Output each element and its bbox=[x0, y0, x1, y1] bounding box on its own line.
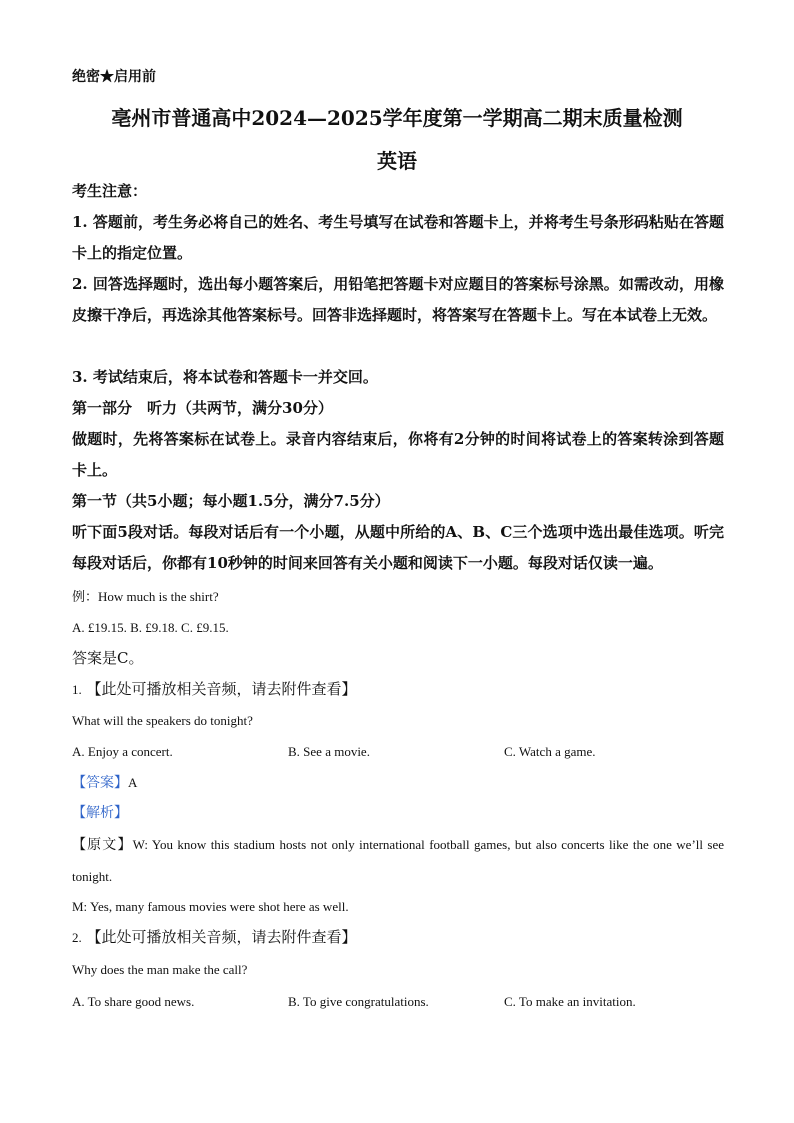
subject-title: 英语 bbox=[377, 149, 417, 173]
transcript-line: W: You know this stadium hosts not only international football games, but also concerts like the one we’ll see tonight. bbox=[72, 837, 724, 884]
notice-item-1: 1. 答题前，考生务必将自己的姓名、考生号填写在试卷和答题卡上，并将考生号条形码粘贴在答题卡上的指定位置。 bbox=[72, 213, 724, 262]
notice-heading: 考生注意： bbox=[72, 182, 148, 200]
exam-title: 亳州市普通高中2024—2025学年度第一学期高二期末质量检测 bbox=[111, 106, 683, 130]
transcript-label: 【原文】 bbox=[72, 837, 133, 853]
section1-instruction: 听下面5段对话。每段对话后有一个小题，从题中所给的A、B、C三个选项中选出最佳选项。听完每段对话后，你都有10秒钟的时间来回答有关小题和阅读下一小题。每段对话仅读一遍。 bbox=[72, 523, 724, 572]
option-a: A. To share good news. bbox=[72, 994, 195, 1009]
option-c: C. Watch a game. bbox=[504, 744, 596, 759]
section1-heading: 第一节（共5小题；每小题1.5分，满分7.5分） bbox=[72, 492, 390, 510]
audio-note-link[interactable]: 【此处可播放相关音频，请去附件查看】 bbox=[86, 680, 357, 698]
example-question: 例：How much is the shirt? bbox=[72, 589, 219, 604]
question-2-header bbox=[72, 922, 724, 953]
confidential-label: 绝密★启用前 bbox=[72, 69, 156, 85]
question-2-text: Why does the man make the call? bbox=[72, 962, 248, 977]
option-b: B. To give congratulations. bbox=[288, 994, 429, 1009]
part1-instruction: 做题时，先将答案标在试卷上。录音内容结束后，你将有2分钟的时间将试卷上的答案转涂到答题卡上。 bbox=[72, 430, 724, 479]
question-1-answer bbox=[72, 767, 724, 799]
option-a: A. Enjoy a concert. bbox=[72, 744, 173, 759]
question-1-header bbox=[72, 674, 724, 705]
question-number: 1. bbox=[72, 682, 82, 697]
audio-note-link[interactable]: 【此处可播放相关音频，请去附件查看】 bbox=[86, 928, 357, 946]
example-options: A. £19.15. B. £9.18. C. £9.15. bbox=[72, 620, 229, 635]
notice-item-3: 3. 考试结束后，将本试卷和答题卡一并交回。 bbox=[72, 368, 378, 386]
answer-label: 【答案】 bbox=[72, 776, 128, 791]
analysis-label: 【解析】 bbox=[72, 805, 128, 821]
example-answer: 答案是C。 bbox=[72, 649, 144, 667]
answer-value: A bbox=[128, 775, 138, 790]
option-c: C. To make an invitation. bbox=[504, 994, 636, 1009]
question-1-text: What will the speakers do tonight? bbox=[72, 713, 253, 728]
question-1-analysis bbox=[72, 798, 724, 829]
part1-heading: 第一部分 听力（共两节，满分30分） bbox=[72, 399, 333, 417]
question-1-transcript-m: M: Yes, many famous movies were shot here as well. bbox=[72, 899, 349, 914]
question-1-transcript-w bbox=[72, 829, 724, 892]
option-b: B. See a movie. bbox=[288, 744, 370, 759]
question-number: 2. bbox=[72, 930, 82, 945]
notice-item-2: 2. 回答选择题时，选出每小题答案后，用铅笔把答题卡对应题目的答案标号涂黑。如需改动，用橡皮擦干净后，再选涂其他答案标号。回答非选择题时，将答案写在答题卡上。写在本试卷上无效。 bbox=[72, 275, 724, 324]
